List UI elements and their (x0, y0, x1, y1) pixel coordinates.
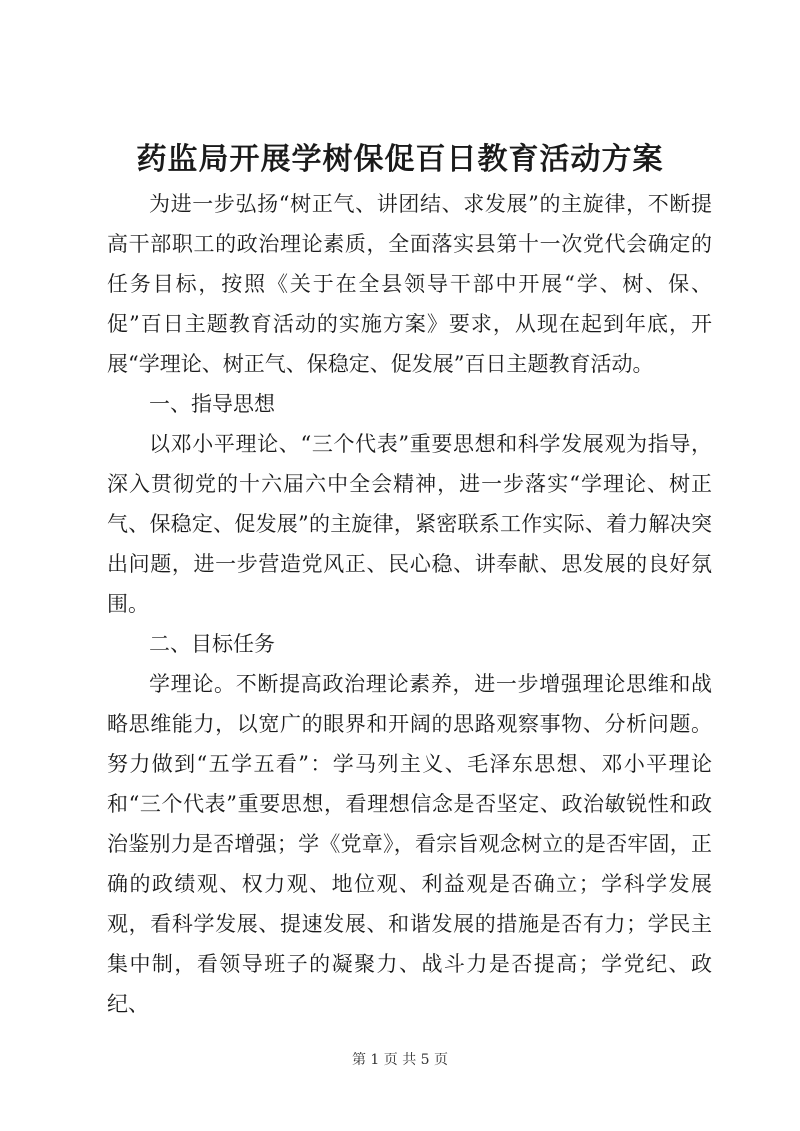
guiding-ideology-paragraph: 以邓小平理论、“三个代表”重要思想和科学发展观为指导，深入贯彻党的十六届六中全会精神，进一步落实“学理论、树正气、保稳定、促发展”的主旋律，紧密联系工作实际、着力解决突出问题，进一步营造党风正、民心稳、讲奉献、思发展的良好氛围。 (107, 432, 712, 616)
intro-paragraph: 为进一步弘扬“树正气、讲团结、求发展”的主旋律，不断提高干部职工的政治理论素质，全面落实县第十一次党代会确定的任务目标，按照《关于在全县领导干部中开展“学、树、保、促”百日主题教育活动的实施方案》要求，从现在起到年底，开展“学理论、树正气、保稳定、促发展”百日主题教育活动。 (107, 192, 712, 376)
document-body (107, 184, 712, 1024)
study-theory-paragraph: 学理论。不断提高政治理论素养，进一步增强理论思维和战略思维能力，以宽广的眼界和开阔的思路观察事物、分析问题。努力做到“五学五看”：学马列主义、毛泽东思想、邓小平理论和“三个代表”重要思想，看理想信念是否坚定、政治敏锐性和政治鉴别力是否增强；学《党章》，看宗旨观念树立的是否牢固，正确的政绩观、权力观、地位观、利益观是否确立；学科学发展观，看科学发展、提速发展、和谐发展的措施是否有力；学民主集中制，看领导班子的凝聚力、战斗力是否提高；学党纪、政纪、 (107, 672, 712, 1016)
page-number-footer: 第 1 页 共 5 页 (351, 1052, 449, 1068)
section-heading-goals-tasks: 二、目标任务 (149, 632, 275, 656)
section-heading-guiding-ideology: 一、指导思想 (149, 392, 275, 416)
document-title: 药监局开展学树保促百日教育活动方案 (136, 142, 664, 177)
